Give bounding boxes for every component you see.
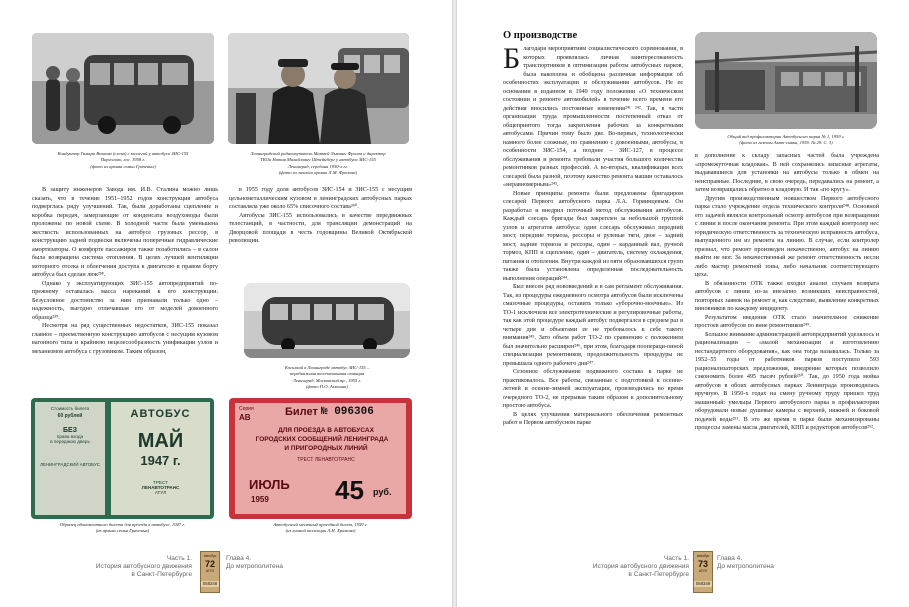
ticket-price: 45 bbox=[335, 475, 364, 505]
paragraph: Новые принципы ремонта были предложены бригадиром слесарей Первого автобусного парка Л.А. Горяинцевым. Он разработал и внедрил поточный метод обслуживания автобусов. Каждый слесарь бригады был закреплен за небольшой группой узлов и агрегатов автобуса: один слесарь обслуживал передний мост, передние тормоза, рессоры и рулевые тяги, двое – задний мост, задние тормоза и рессоры, один – карданный вал, ручной тормоз, КПП и сцепление, один – двигатель, систему охлаждения, питания и отопления. Внутри каждой из пяти образовавшихся групп также была установлена определенная последовательность выполнения операций²⁴⁴. bbox=[503, 190, 683, 282]
ticket-price: 60 рублей bbox=[57, 413, 83, 419]
ticket-1947 bbox=[31, 398, 214, 519]
caption-line: ТКОа Натан Михайлович Штейнберг у автобуса ЗИС-155 bbox=[260, 157, 376, 163]
caption-line: (фото П.О. Амелина) bbox=[306, 384, 348, 390]
footer-part-title: в Санкт-Петербурге bbox=[628, 571, 689, 578]
ticket-text: И ПРИГОРОДНЫХ ЛИНИЙ bbox=[284, 445, 368, 452]
ticket-atul: АТУЛ bbox=[154, 490, 167, 495]
footer-chapter-title: До метрополитена bbox=[226, 563, 283, 570]
ticket-line: права входа bbox=[56, 434, 84, 439]
page-number: 72 bbox=[204, 559, 215, 569]
paragraph: Результатом введения ОТК стало значительное снижение простоев автобусов по вине ремонтников²⁴⁹. bbox=[695, 314, 879, 329]
caption-line: (фото из газеты Авто-сывки, 1959. № 29. С. 3) bbox=[739, 140, 833, 146]
ticket-unit: руб. bbox=[373, 487, 392, 497]
left-page bbox=[0, 0, 452, 607]
section-heading: О производстве bbox=[503, 30, 578, 41]
left-column-1 bbox=[32, 186, 218, 394]
photo2-caption bbox=[222, 151, 414, 177]
paragraph: Несмотря на ряд существенных недостатков, ЗИС-155 показал главное – преемственную конструкцию автобусов с несущим кузовом вагонного типа и крайнюю нецелесообразность унификации узлов и механизмов автобуса с грузовиком. Таким образом, bbox=[32, 323, 218, 355]
caption-line: Ленинградский радиоизупитель Матвей Львович Фролов и директор bbox=[250, 151, 386, 156]
right-column-2 bbox=[695, 152, 879, 538]
caption-line: Образец абонементного билета для проезда в автобусе, 1947 г. bbox=[59, 522, 186, 527]
ticket-text: ТРЕСТ ЛЕНАВТОТРАНС bbox=[297, 457, 355, 463]
right-column-1 bbox=[503, 45, 683, 535]
ticket-year: 1947 г. bbox=[140, 453, 181, 468]
ticket-trust-name: ЛЕНАВТОТРАНС bbox=[141, 485, 180, 490]
caption-line: (из архива семьи Грачевых) bbox=[95, 528, 150, 534]
ticket-header: Стоимость билета bbox=[50, 406, 90, 411]
paragraph: В целях улучшения материального обеспечения ремонтных работ в Первом автобусном парке bbox=[503, 411, 683, 426]
photo-two-men-bus bbox=[228, 33, 409, 144]
ticket-line: БЕЗ bbox=[62, 427, 78, 434]
paragraph: Был внесен ряд нововведений и в сам регламент обслуживания. Так, из процедуры ежедневного осмотра автобусов были исключены смазочные процедуры, оставить только «уборочно-моечные». Из ТО-1 исключили все электротехнические и регулировочные работы, так как этой процедуре каждый автобус подвергался в среднем раз в четыре дня и объектами ее не требовалось к себе такого внимания²⁴⁵. Зато объем работ ТО-2 по сравнению с положением был значительно расширен²⁴⁶, при этом, благодаря поопераци-онной специализации ремонтников, продолжительность процедуры не превышала одного рабочего дня²⁴⁷. bbox=[503, 284, 683, 367]
page-number-stamp bbox=[200, 551, 220, 593]
caption-line: Ленинград, середина 1950-х гг. bbox=[287, 163, 349, 169]
ticket-series: Серия bbox=[239, 406, 254, 412]
ticket-code: АВ bbox=[239, 413, 251, 422]
caption-line: Общий вид профилактории Автобусного парка № 1, 1959 г. bbox=[727, 134, 845, 139]
photo-conductors-bus bbox=[32, 33, 214, 144]
photo-profilactory bbox=[695, 32, 877, 129]
drop-cap: Б bbox=[503, 45, 521, 75]
paragraph: В обязанности ОТК также входил анализ случаев возврата автобусов с линии из-за внезапно возникших неисправностей, повторных заявок на ремонт и, как следствие, выявление конкретных виновников по каждому инциденту. bbox=[695, 280, 879, 312]
ticket-number: № 096306 bbox=[321, 406, 374, 418]
caption-line: Кондуктор Тамара Волкова (слева) с коллегой у автобуса ЗИС-155 bbox=[57, 151, 189, 156]
footer-part-title: История автобусного движения bbox=[95, 563, 192, 570]
ticket-red-body bbox=[235, 403, 406, 514]
footer-part-label: Часть 1. bbox=[663, 555, 689, 562]
page-number: 73 bbox=[697, 559, 708, 569]
right-page bbox=[457, 0, 909, 607]
ticket-org: ЛЕНИНГРАДСКИЙ АВТОБУС bbox=[40, 462, 100, 467]
paragraph: в дополнение к складу запасных частей была учреждена «промежуточная кладовая». В ней сохранялись запасные агрегаты, выдававшиеся для установки на автобусы только в обмен на неисправные. Последние, в свою очередь, передавались на ремонт, а затем возвращались обратно в кладовую. И так «по кругу». bbox=[695, 153, 879, 193]
ticket2-caption bbox=[229, 522, 412, 535]
caption-line: Парголово, гос. 1958 г. bbox=[100, 157, 146, 163]
ticket1-caption bbox=[31, 522, 214, 535]
ticket-stub bbox=[35, 402, 105, 515]
caption-line: Косилкий в Ленинграде автобус ЗИС-155 – bbox=[284, 365, 370, 370]
footer-part bbox=[529, 555, 689, 579]
ticket-line: в переднюю дверь bbox=[50, 439, 90, 444]
paragraph: Автобусы ЗИС-155 использовались в качестве передвижных телестанций, в частности, для трансляции демонстраций на Дворцовой площади в честь годовщины Великой Октябрьской революции. bbox=[229, 212, 412, 244]
stamp-serial: 058349 bbox=[695, 581, 711, 586]
photo3-caption bbox=[237, 365, 417, 391]
caption-line: (фото из архива семьи Грачевых) bbox=[90, 163, 156, 169]
paragraph: В защиту инженеров Завода им. И.В. Сталина можно лишь сказать, что в течение 1951–1952 годов конструкция автобуса подверглась ряду улучшений. Так, были доработаны сцепление и коробка передач, замерзающие от конденсата воздуховоды были проложены по новой схеме. В холодной части была уменьшена жесткость использованных на автобусе грузовых рессор, в конструкцию задней подвески включены поперечные гидравлические амортизаторы. О комфорте пассажиров также позаботились – в салон была возвращена система отопления. В целях лучшей вентиляции моторного отсека и облегчения доступа к двигателю в правом борту автобуса был сделан люк²³⁸. bbox=[32, 187, 218, 278]
right-photo-caption bbox=[691, 134, 881, 147]
ticket-text: ДЛЯ ПРОЕЗДА В АВТОБУСАХ bbox=[278, 427, 374, 434]
ticket-1959 bbox=[229, 398, 412, 519]
photo1-caption bbox=[30, 151, 216, 170]
paragraph: в 1955 году доля автобусов ЗИС-154 и ЗИС-155 с несущим цельнометаллическим кузовом в ленинградских автобусных парках составляла уже около 65% списочного состава²⁴⁰. bbox=[229, 187, 412, 210]
paragraph: Однако у эксплуатирующих ЗИС-155 автопредприятий по-прежнему оставалась масса нареканий к его конструкции. Безусловное достоинство за ним признавали только одно – надежность, выгодно отличавшая его от моделей довоенного образца²³⁹. bbox=[32, 280, 218, 321]
ticket-year: 1959 bbox=[251, 495, 269, 504]
paragraph: Другим производственным новшеством Первого автобусного парка стало учреждение отдела технического контроля²⁴⁸. Основной его задачей являлся контрольный осмотр автобусов при возвращении с линии и после окончания ремонта. При этом каждый контролер нес юридическую ответственность за техническую исправность автобуса, выпущенного им из ремонта на линию. В случае, если контролер признал, что ремонт произведен некачественно, автобус на линию выйти не мог. За некачественный же ремонт ответственность несли либо мастер ремонтной зоны, либо начальник соответствующего цеха. bbox=[695, 195, 879, 278]
caption-line: (фото из личного архива Л.М. Фролова) bbox=[278, 170, 358, 176]
footer-chapter bbox=[226, 555, 346, 571]
footer-part-title: в Санкт-Петербурге bbox=[131, 571, 192, 578]
stamp-org: АТУЛ bbox=[205, 569, 215, 573]
ticket-month: ИЮЛЬ bbox=[249, 477, 290, 492]
caption-line: передвижная телевизионная станция bbox=[289, 371, 365, 377]
stamp-org: АТУЛ bbox=[698, 569, 708, 573]
caption-line: Автобусный месячный проездной билет, 1959 г. bbox=[273, 522, 368, 527]
paragraph: Сезонное обслуживание подвижного состава в парке не практиковалось. Все работы, связанные с подготовкой к осенне-летней и осенне-зимней эксплуатации, производились во время очередного ТО-2, не прерывая таким образом к дополнительному простою автобуса. bbox=[503, 369, 683, 409]
caption-line: (из личной коллекции А.Н. Храмова) bbox=[285, 528, 356, 534]
stamp-serial: 058348 bbox=[202, 581, 218, 586]
ticket-label: Билет bbox=[285, 406, 318, 418]
footer-chapter-title: До метрополитена bbox=[717, 563, 774, 570]
paragraph: Большое внимание администрацией автопредприятий уделялось и рационализации – «малой механизации и изготовлению нестандартного оборудования», как она тогда называлась. Только за 1952–55 годы от работников парков поступило 593 рационализаторских предложения, внедрение которых позволило сэкономить более 495 тысяч рублей²⁵⁰. Так, до 1950 года мойка автобусов в обоих автобусных парках Ленинграда производилась вручную. В 1950-х годах на смену ручному труду пришел труд машинный: умельцы Первого автобусного парка в профилактории оборудовали новые душевые камеры с верхней, нижней и боковой подачей воды²⁵¹. В это же время в парке были механизированы процессы замены масла двигателей, КПП и редукторов автобусов²⁵². bbox=[695, 331, 879, 431]
stamp-label: Автобус bbox=[203, 554, 217, 558]
left-column-2 bbox=[229, 186, 412, 262]
ticket-text: ГОРОДСКИХ СООБЩЕНИЙ ЛЕНИНГРАДА bbox=[255, 436, 389, 443]
footer-chapter-label: Глава 4. bbox=[226, 555, 252, 562]
ticket-main bbox=[111, 402, 210, 515]
footer-chapter-label: Глава 4. bbox=[717, 555, 743, 562]
footer-part-label: Часть 1. bbox=[166, 555, 192, 562]
footer-part bbox=[60, 555, 192, 579]
ticket-title: АВТОБУС bbox=[130, 408, 191, 420]
ticket-trust: ТРЕСТ bbox=[153, 480, 168, 485]
paragraph: лагодаря мероприятиям социалистического соревнования, в которых проявлялась личная заинтересованность транспортников в оптимизации работы автобусных парков, была накоплена и обобщена различная информация об особенностях эксплуатации и обслуживания автобусов. Не ее основании в изданном в 1949 году положении «О техническом состоянии и ремонте автомобилей» в течение всего времени его действия вносились постоянные изменения²⁴¹ ²⁴². Так, в части организации труда промышленности постепенный отказ от общеприятого тогда закрепления рабочих за конкретными автобусами. Причин тому было две. Во-первых, технологически намного более сложные, по сравнению с довоенными, автобусы, в особенности ЗИС-154, а позднее – ЗИС-127, в процессе обслуживания и ремонта требовали участия большого количества ремонтников разных профессий. А во-вторых, квалификация всех слесарей была разной, поэтому качество ремонта машин оставалось «неравномерным»²⁴³. bbox=[503, 46, 683, 188]
caption-line: Ленинград, Московский пр., 1955 г. bbox=[292, 377, 362, 383]
footer-part-title: История автобусного движения bbox=[592, 563, 689, 570]
stamp-label: Автобус bbox=[696, 554, 710, 558]
ticket-month: МАЙ bbox=[137, 430, 184, 452]
footer-chapter bbox=[717, 555, 837, 571]
page-number-stamp bbox=[693, 551, 713, 593]
photo-tv-bus bbox=[244, 283, 410, 358]
